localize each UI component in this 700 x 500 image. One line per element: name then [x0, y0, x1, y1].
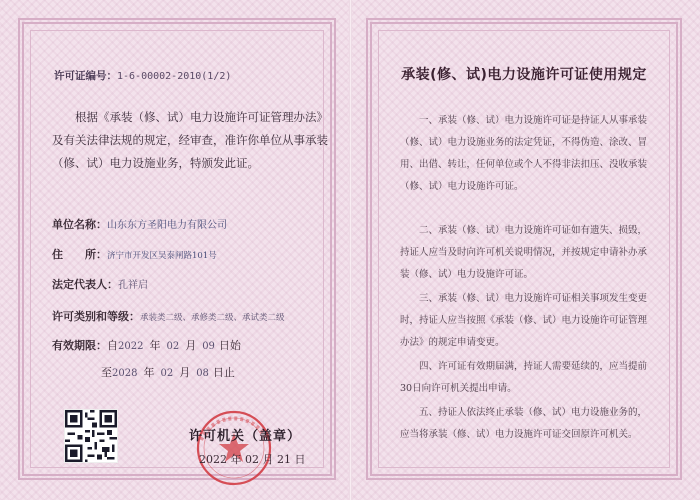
authority-label: 许可机关（盖章） — [189, 429, 302, 444]
company-value: 山东东方圣阳电力有限公司 — [107, 220, 227, 231]
validity-from-prefix: 自 — [107, 339, 118, 352]
validity-from-suffix: 日始 — [218, 339, 241, 352]
rule-item-4: 四、许可证有效期届满，持证人需要延续的，应当提前30日向许可机关提出申请。 — [400, 361, 648, 394]
validity-label: 有效期限： — [52, 339, 107, 352]
license-number-label: 许可证编号： — [54, 70, 117, 82]
qr-code — [64, 409, 118, 463]
validity-to-prefix: 至 — [101, 366, 112, 379]
rule-item-5: 五、持证人依法终止承装（修、试）电力设施业务的，应当将承装（修、试）电力设施许可证交回原许可机关。 — [400, 407, 648, 440]
rules-panel — [366, 18, 682, 480]
rule-item-3: 三、承装（修、试）电力设施许可证相关事项发生变更时，持证人应当按照《承装（修、试）电力设施许可证管理办法》的规定申请变更。 — [400, 293, 648, 348]
validity-to-month: 02 — [160, 368, 174, 379]
validity-from-month: 02 — [166, 341, 180, 352]
red-seal-stamp — [179, 400, 289, 488]
authority-seal-area — [169, 404, 306, 484]
legal-rep-label: 法定代表人： — [52, 278, 118, 291]
issue-date: 2022 年 02 月 21 日 — [199, 453, 306, 466]
center-fold — [349, 0, 352, 500]
license-intro: 根据《承装（修、试）电力设施许可证管理办法》及有关法律法规的规定，经审查，准许你单位从事承装（修、试）电力设施业务，特颁发此证。 — [52, 110, 328, 170]
category-label: 许可类别和等级： — [52, 310, 140, 323]
license-number-value: 1-6-00002-2010(1/2) — [117, 71, 232, 82]
validity-from-year: 2022 — [118, 341, 144, 352]
rules-title: 承装(修、试)电力设施许可证使用规定 — [401, 67, 647, 83]
validity-from-month-char: 月 — [185, 339, 197, 352]
validity-to-day: 08 — [196, 368, 209, 379]
category-value: 承装类二级、承修类二级、承试类二级 — [140, 313, 285, 323]
field-company — [52, 216, 227, 232]
validity-from-year-char: 年 — [149, 339, 161, 352]
field-address — [52, 246, 217, 262]
validity-from-day: 09 — [202, 341, 215, 352]
rule-item-1: 一、承装（修、试）电力设施许可证是持证人从事承装（修、试）电力设施业务的法定凭证，不得伪造、涂改、冒用、出借、转让，任何单位或个人不得非法扣压、没收承装（修、试）电力设施许可证。 — [400, 115, 648, 192]
address-value: 济宁市开发区吴泰闸路101号 — [107, 251, 217, 261]
validity-to-suffix: 日止 — [212, 366, 235, 379]
license-panel — [18, 18, 336, 480]
address-label: 住 所： — [52, 248, 107, 261]
legal-rep-value: 孔祥启 — [118, 280, 148, 291]
validity-to-year: 2028 — [112, 368, 138, 379]
validity-from — [52, 337, 241, 353]
validity-to — [101, 364, 235, 380]
validity-to-year-char: 年 — [143, 366, 155, 379]
field-category — [52, 308, 285, 324]
company-label: 单位名称： — [52, 218, 107, 231]
rule-item-2: 二、承装（修、试）电力设施许可证如有遗失、损毁，持证人应当及时向许可机关说明情况，并按规定申请补办承装（修、试）电力设施许可证。 — [400, 225, 648, 280]
qr-code-graphic — [65, 410, 117, 462]
license-number-line — [54, 68, 231, 83]
validity-to-month-char: 月 — [179, 366, 191, 379]
field-legal-rep — [52, 276, 148, 292]
